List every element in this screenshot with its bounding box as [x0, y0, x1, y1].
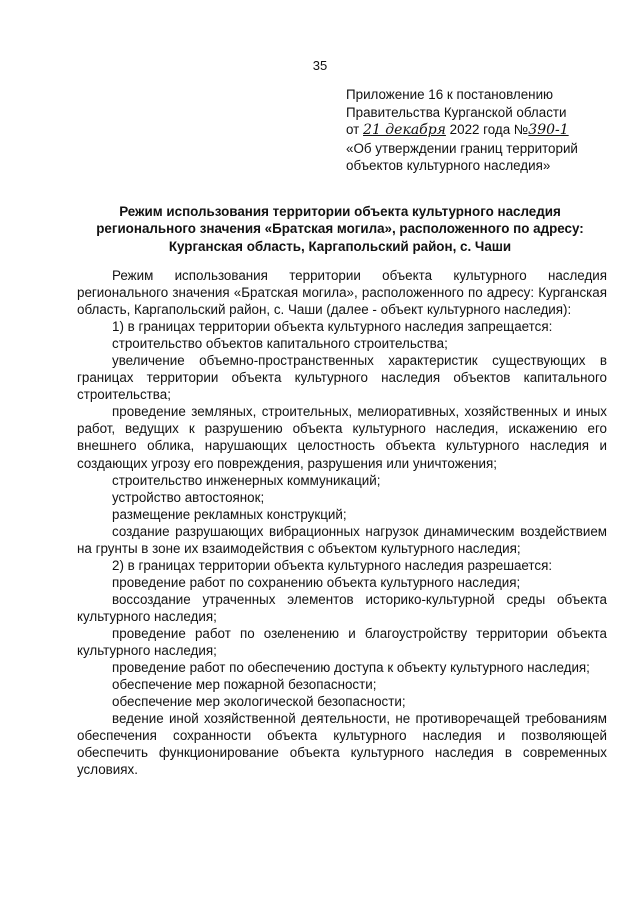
page-number: 35	[312, 58, 328, 73]
paragraph: проведение работ по обеспечению доступа к объекту культурного наследия;	[112, 660, 590, 676]
paragraph: строительство объектов капитального строительства;	[112, 336, 448, 352]
paragraph: 1) в границах территории объекта культурного наследия запрещается:	[112, 319, 553, 335]
document-title	[60, 203, 620, 255]
appendix-date-line	[346, 121, 606, 140]
title-line-3: Курганская область, Каргапольский район, с. Чаши	[168, 238, 512, 254]
appendix-line-4: «Об утверждении границ территорий	[346, 140, 578, 156]
paragraph: проведение работ по сохранению объекта культурного наследия;	[112, 574, 521, 590]
paragraph: ведение иной хозяйственной деятельности, не противоречащей требованиям обеспечения сохранности объекта культурного наследия и позволяющей обеспечить функционирование объекта культурного наследия в современных условиях.	[77, 711, 607, 778]
paragraph: обеспечение мер пожарной безопасности;	[112, 677, 377, 693]
paragraph: воссоздание утраченных элементов историко-культурной среды объекта культурного наследия;	[77, 591, 607, 624]
paragraph: размещение рекламных конструкций;	[112, 506, 347, 522]
appendix-line-5: объектов культурного наследия»	[346, 158, 551, 174]
date-prefix: от	[346, 122, 360, 138]
appendix-line-1: Приложение 16 к постановлению	[346, 87, 554, 102]
document-body	[77, 267, 607, 778]
title-line-1: Режим использования территории объекта культурного наследия	[119, 204, 561, 219]
paragraph: строительство инженерных коммуникаций;	[112, 472, 381, 488]
title-line-2: регионального значения «Братская могила», расположенного по адресу:	[96, 221, 584, 237]
handwritten-number: 390-1	[528, 122, 569, 139]
paragraph: устройство автостоянок;	[112, 489, 265, 505]
paragraph: Режим использования территории объекта культурного наследия регионального значения «Братская могила», расположенного по адресу: Курганская область, Каргапольский район, с. Чаши (далее - объект культурного наследия):	[77, 268, 607, 318]
paragraph: увеличение объемно-пространственных характеристик существующих в границах территории объекта культурного наследия объектов капитального строительства;	[77, 353, 607, 403]
paragraph: проведение земляных, строительных, мелиоративных, хозяйственных и иных работ, ведущих к разрушению объекта культурного наследия, искажению его внешнего облика, нарушающих целостность объекта культурного наследия и создающих угрозу его повреждения, разрушения или уничтожения;	[77, 404, 607, 471]
appendix-header	[346, 86, 606, 175]
paragraph: создание разрушающих вибрационных нагрузок динамическим воздействием на грунты в зоне их взаимодействия с объектом культурного наследия;	[77, 523, 607, 556]
appendix-line-2: Правительства Курганской области	[346, 104, 567, 120]
paragraph: проведение работ по озеленению и благоустройству территории объекта культурного наследия;	[77, 625, 607, 659]
handwritten-date: 21 декабря	[363, 122, 446, 139]
paragraph: обеспечение мер экологической безопасности;	[112, 694, 406, 710]
paragraph: 2) в границах территории объекта культурного наследия разрешается:	[112, 557, 553, 573]
number-sign: №	[513, 122, 529, 138]
year: 2022 года	[449, 122, 511, 138]
